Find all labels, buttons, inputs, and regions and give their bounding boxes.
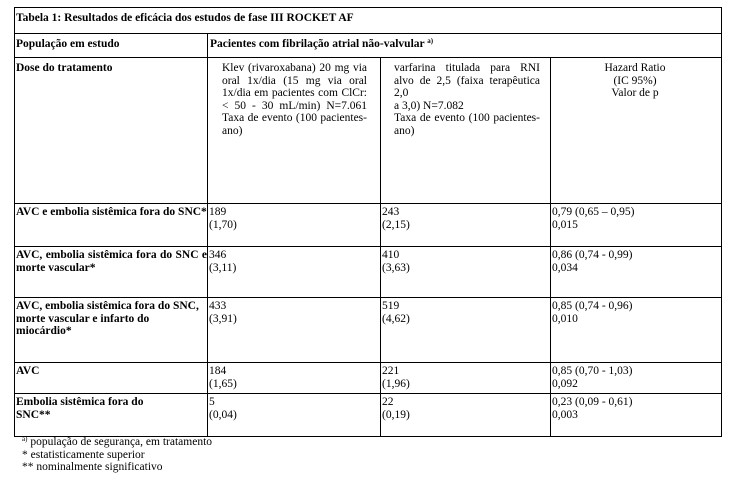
col-header-rivaroxabana: Klev (rivaroxabana) 20 mg via oral 1x/dia (15 mg via oral 1x/dia em pacientes com ClCr: < 50 - 30 mL/min) N=7.061 Taxa de evento (100 pacientes-ano) xyxy=(222,62,367,137)
table-rule xyxy=(207,33,208,436)
table-cell: 22 (0,19) xyxy=(382,396,410,421)
table-rule xyxy=(14,33,722,34)
table-cell: 0,86 (0,74 - 0,99) 0,034 xyxy=(552,249,633,274)
table-cell: 0,85 (0,74 - 0,96) 0,010 xyxy=(552,300,633,325)
table-cell: 519 (4,62) xyxy=(382,300,410,325)
table-rule xyxy=(14,203,722,204)
col-header-hazard-ratio: Hazard Ratio (IC 95%) Valor de p xyxy=(604,62,666,99)
table-rule xyxy=(14,297,722,298)
population-value: Pacientes com fibrilação atrial não-valvular $^{a)}$ xyxy=(210,37,434,50)
footnotes xyxy=(22,436,212,474)
table-rule xyxy=(550,57,551,436)
footnote-marker: a) xyxy=(427,37,434,45)
table-cell: 5 (0,04) xyxy=(209,396,237,421)
table-cell: 410 (3,63) xyxy=(382,249,410,274)
table-rule xyxy=(14,393,722,394)
table-cell: 346 (3,11) xyxy=(209,249,237,274)
footnote-double-star: ** nominalmente significativo xyxy=(22,461,163,473)
dose-label: Dose do tratamento xyxy=(16,62,113,74)
table-cell: 243 (2,15) xyxy=(382,206,410,231)
table-cell: 184 (1,65) xyxy=(209,365,237,390)
row-label: AVC, embolia sistêmica fora do SNC, morte vascular e infarto do miocárdio* xyxy=(16,300,199,337)
table-rule xyxy=(14,246,722,247)
row-label: AVC xyxy=(16,365,40,377)
table-cell: 0,85 (0,70 - 1,03) 0,092 xyxy=(552,365,633,390)
table-cell: 189 (1,70) xyxy=(209,206,237,231)
table-cell: 0,23 (0,09 - 0,61) 0,003 xyxy=(552,396,633,421)
row-label: AVC e embolia sistêmica fora do SNC* xyxy=(16,206,207,218)
table-rule xyxy=(14,362,722,363)
row-label: AVC, embolia sistêmica fora do SNC e morte vascular* xyxy=(16,249,207,274)
table-cell: 221 (1,96) xyxy=(382,365,410,390)
population-label: População em estudo xyxy=(16,38,120,50)
table-rule xyxy=(380,57,381,436)
row-label: Embolia sistêmica fora do SNC** xyxy=(16,396,144,421)
table-rule xyxy=(14,57,722,58)
table-cell: 0,79 (0,65 – 0,95) 0,015 xyxy=(552,206,635,231)
table-title: Tabela 1: Resultados de eficácia dos estudos de fase III ROCKET AF xyxy=(16,12,354,24)
footnote-star: * estatisticamente superior xyxy=(22,448,145,461)
col-header-varfarina: varfarina titulada para RNI alvo de 2,5 (faixa terapêutica 2,0 a 3,0) N=7.082 Taxa de evento (100 pacientes-ano) xyxy=(394,62,540,137)
footnote-a: $^{a)}$ população de segurança, em tratamento xyxy=(22,435,213,448)
table-cell: 433 (3,91) xyxy=(209,300,237,325)
